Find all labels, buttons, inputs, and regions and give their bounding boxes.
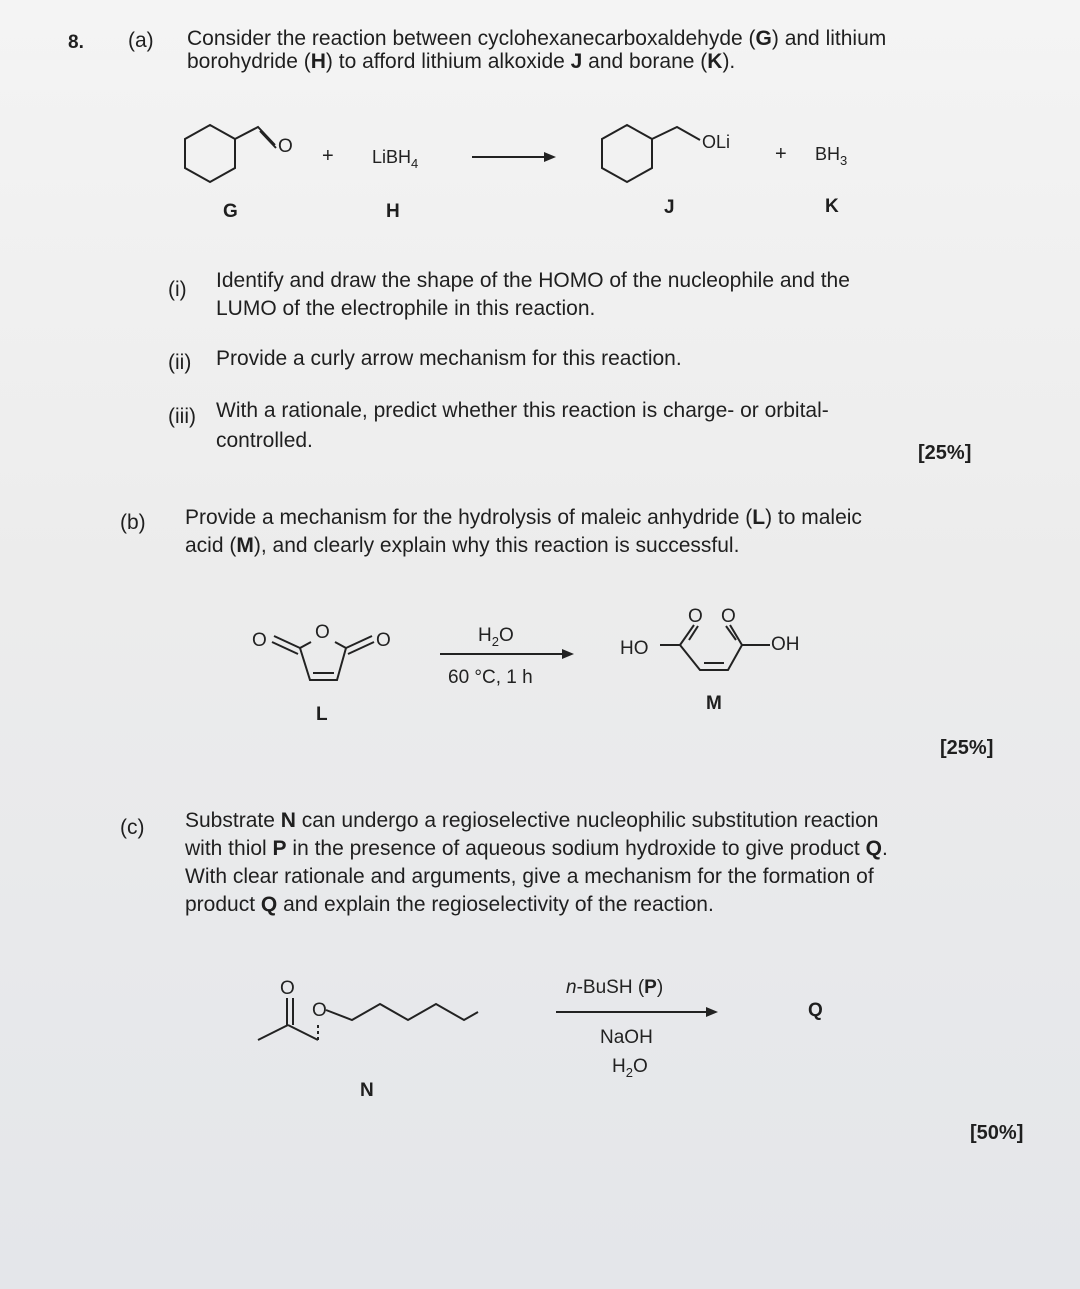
bold-compound-label: J [570,50,583,73]
acid-o-1: O [688,606,703,627]
sub-i-line2: LUMO of the electrophile in this reaction. [216,297,596,320]
sub-iii-line1: With a rationale, predict whether this reaction is charge- or orbital- [216,399,829,422]
anhydride-o-ring: O [315,622,330,643]
reagent-libh4: LiBH$_4$ [372,147,419,171]
text-segment: can undergo a regioselective nucleophilic substitution reaction [295,809,879,832]
text-segment: With clear rationale and arguments, give a mechanism for the formation of [185,865,874,888]
text-segment: ) to afford lithium alkoxide [325,50,571,73]
text-segment: acid ( [185,534,237,557]
sub-iii-tag: (iii) [168,405,196,428]
reagent-water-b: $H_2O$ [478,625,514,649]
anhydride-o-right: O [376,630,391,651]
bold-compound-label: Q [865,837,882,860]
arrow-head-c [706,1007,718,1017]
label-m: M [706,693,722,714]
ester-methyl [258,1025,288,1040]
part-c-tag: (c) [120,816,145,839]
part-a-tag: (a) [128,29,154,52]
sub-ii-line: Provide a curly arrow mechanism for this reaction. [216,347,682,370]
bold-compound-label: M [236,534,254,557]
sub-i-line1: Identify and draw the shape of the HOMO of the nucleophile and the [216,269,850,292]
plus-sign-2: + [775,143,787,165]
bold-compound-label: Q [260,893,278,916]
text-segment: Provide a mechanism for the hydrolysis of maleic anhydride ( [185,506,753,529]
reagent-nbush: n-BuSH (P) [566,977,664,998]
anhydride-o-left: O [252,630,267,651]
text-segment: product [185,893,261,916]
bold-compound-label: K [707,50,723,73]
text-segment: ), and clearly explain why this reaction is successful. [253,534,740,557]
text-segment: . [881,837,888,860]
text-segment: and explain the regioselectivity of the reaction. [277,893,714,916]
bold-compound-label: L [752,506,766,529]
bold-compound-label: G [755,27,772,50]
part-b-tag: (b) [120,511,146,534]
acid-o-2: O [721,606,736,627]
byproduct-bh3: $BH_3$ [815,144,848,168]
label-n: N [360,1080,374,1101]
text-segment: ). [722,50,736,73]
base-naoh: NaOH [600,1027,653,1048]
question-number: 8. [68,32,84,53]
text-segment: Consider the reaction between cyclohexanecarboxaldehyde ( [187,27,756,50]
text-segment: in the presence of aqueous sodium hydroxide to give product [286,837,866,860]
part-c-marks: [50%] [970,1122,1024,1144]
ester-o-alkyl: O [312,1000,327,1021]
bold-compound-label: H [310,50,326,73]
alkyl-chain [326,1004,478,1020]
label-h: H [386,201,400,222]
acid-oh-label: OH [771,634,800,655]
text-segment: Substrate [185,809,281,832]
text-segment: ) to maleic [765,506,862,529]
sub-i-tag: (i) [168,278,187,301]
text-segment: and borane ( [582,50,708,73]
sub-ii-tag: (ii) [168,351,192,374]
plus-sign-1: + [322,145,334,167]
text-segment: with thiol [185,837,273,860]
carbonyl-o-label: O [278,136,293,157]
label-k: K [825,196,839,217]
bold-compound-label: N [280,809,296,832]
ester-co-single [288,1025,318,1040]
label-g: G [223,201,238,222]
label-q: Q [808,1000,823,1021]
bold-compound-label: P [272,837,287,860]
ester-o-carbonyl: O [280,978,295,999]
solvent-water-c: $H_2O$ [612,1056,648,1080]
acid-ho-label: HO [620,638,649,659]
sub-iii-line2: controlled. [216,429,313,452]
label-j: J [664,197,675,218]
part-a-marks: [25%] [918,442,972,464]
label-l: L [316,704,328,725]
text-segment: borohydride ( [187,50,311,73]
part-b-marks: [25%] [940,737,994,759]
product-oli: OLi [702,132,731,152]
text-segment: ) and lithium [771,27,887,50]
conditions-b: 60 °C, 1 h [448,667,533,688]
